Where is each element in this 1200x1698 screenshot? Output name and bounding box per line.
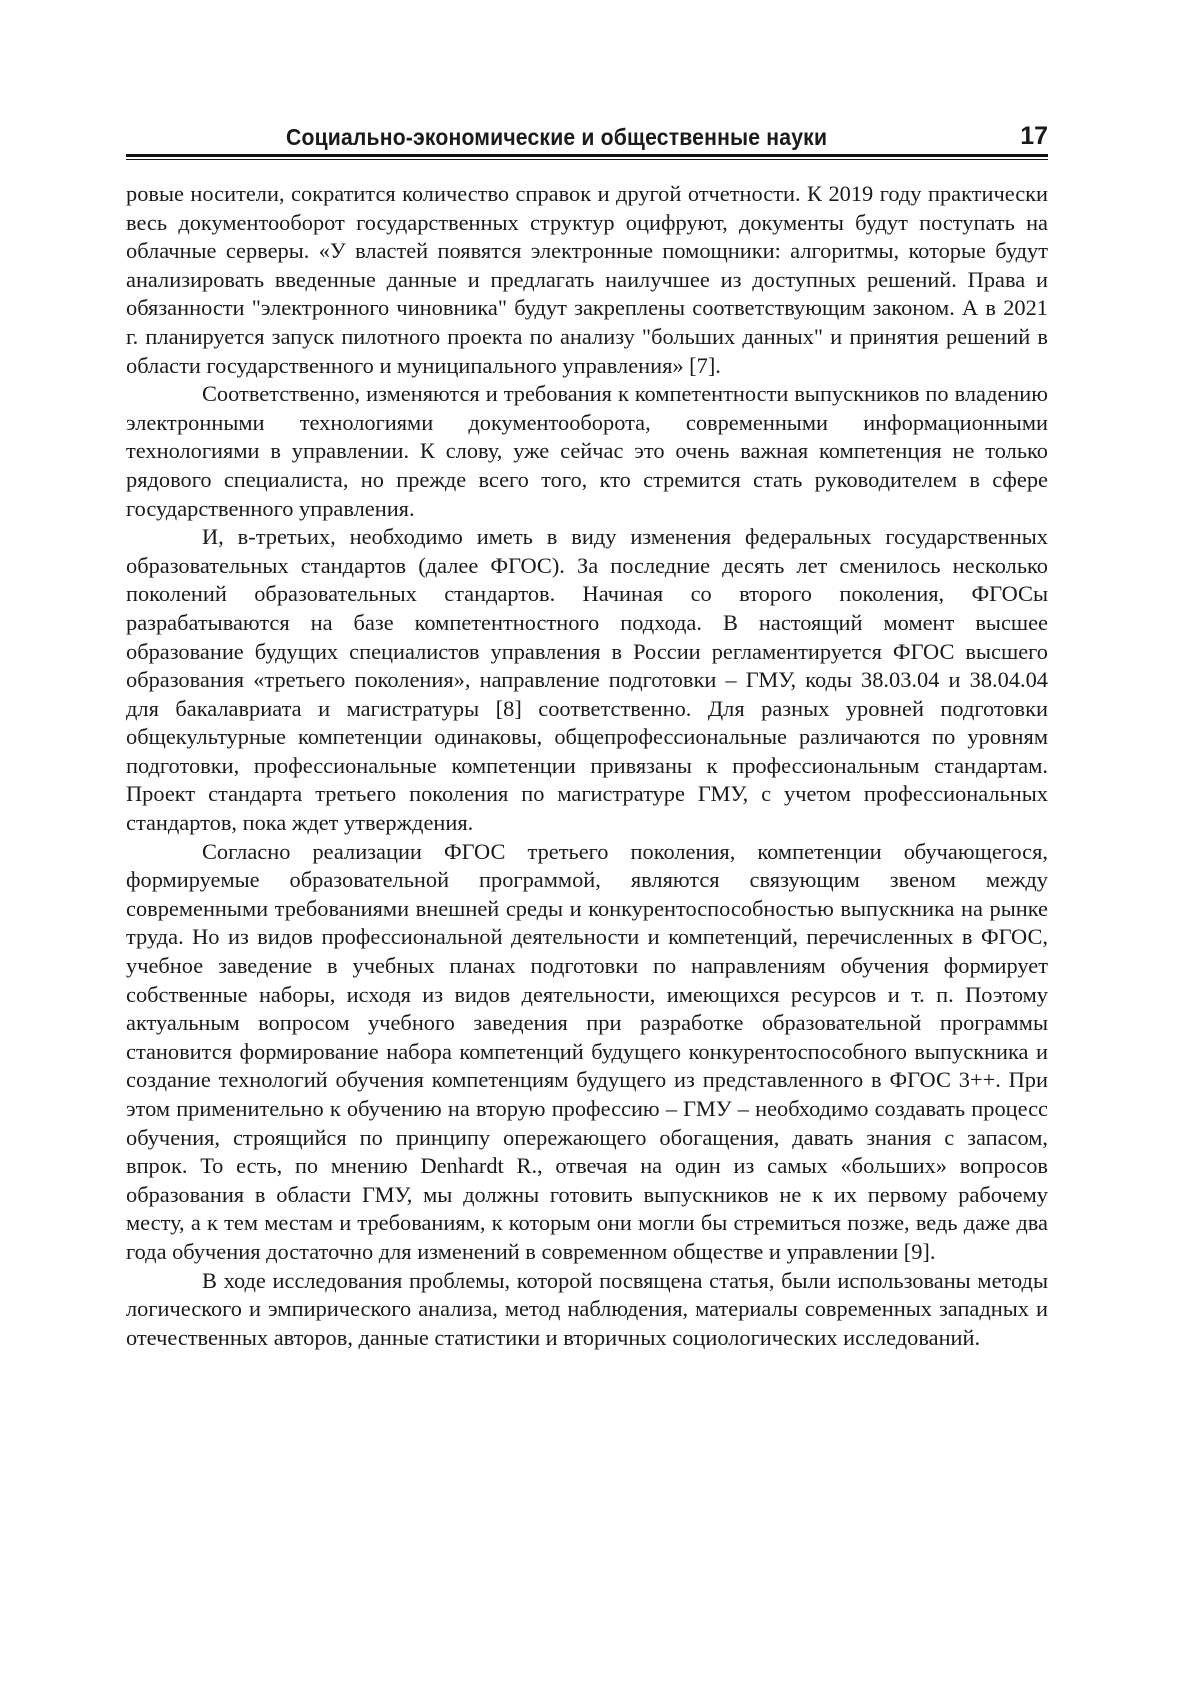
- paragraph: И, в-третьих, необходимо иметь в виду изменения федеральных государственных образовательных стандартов (далее ФГОС). За последние десять лет сменилось несколько поколений образовательных стандартов. Начиная со второго поколения, ФГОСы разрабатываются на базе компетентностного подхода. В настоящий момент высшее образование будущих специалистов управления в России регламентируется ФГОС высшего образования «третьего поколения», направление подготовки – ГМУ, коды 38.03.04 и 38.04.04 для бакалавриата и магистратуры [8] соответственно. Для разных уровней подготовки общекультурные компетенции одинаковы, общепрофессиональные различаются по уровням подготовки, профессиональные компетенции привязаны к профессиональным стандартам. Проект стандарта третьего поколения по магистратуре ГМУ, с учетом профессиональных стандартов, пока ждет утверждения.: [126, 524, 1048, 836]
- running-header: [126, 118, 1048, 158]
- page-number: 17: [1020, 122, 1048, 150]
- running-header-title: Социально-экономические и общественные науки: [286, 124, 828, 150]
- paragraph: ровые носители, сократится количество справок и другой отчетности. К 2019 году практически весь документооборот государственных структур оцифруют, документы будут поступать на облачные серверы. «У властей появятся электронные помощники: алгоритмы, которые будут анализировать введенные данные и предлагать наилучшее из доступных решений. Права и обязанности "электронного чиновника" будут закреплены соответствующим законом. А в 2021 г. планируется запуск пилотного проекта по анализу "больших данных" и принятия решений в области государственного и муниципального управления» [7].: [126, 181, 1048, 378]
- header-rule-thick: [126, 154, 1048, 157]
- paragraph: В ходе исследования проблемы, которой посвящена статья, были использованы методы логического и эмпирического анализа, метод наблюдения, материалы современных западных и отечественных авторов, данные статистики и вторичных социологических исследований.: [126, 1267, 1048, 1350]
- paragraph: Согласно реализации ФГОС третьего поколения, компетенции обучающегося, формируемые образовательной программой, являются связующим звеном между современными требованиями внешней среды и конкурентоспособностью выпускника на рынке труда. Но из видов профессиональной деятельности и компетенций, перечисленных в ФГОС, учебное заведение в учебных планах подготовки по направлениям обучения формирует собственные наборы, исходя из видов деятельности, имеющихся ресурсов и т. п. Поэтому актуальным вопросом учебного заведения при разработке образовательной программы становится формирование набора компетенций будущего конкурентоспособного выпускника и создание технологий обучения компетенциям будущего из представленного в ФГОС 3++. При этом применительно к обучению на вторую профессию – ГМУ – необходимо создавать процесс обучения, строящийся по принципу опережающего обогащения, давать знания с запасом, впрок. То есть, по мнению Denhardt R., отвечая на один из самых «больших» вопросов образования в области ГМУ, мы должны готовить выпускников не к их первому рабочему месту, а к тем местам и требованиям, к которым они могли бы стремиться позже, ведь даже два года обучения достаточно для изменений в современном обществе и управлении [9].: [126, 838, 1048, 1264]
- article-body: [126, 180, 1048, 1352]
- header-rule-thin: [126, 159, 1048, 160]
- paragraph: Соответственно, изменяются и требования к компетентности выпускников по владению электронными технологиями документооборота, современными информационными технологиями в управлении. К слову, уже сейчас это очень важная компетенция не только рядового специалиста, но прежде всего того, кто стремится стать руководителем в сфере государственного управления.: [126, 381, 1048, 521]
